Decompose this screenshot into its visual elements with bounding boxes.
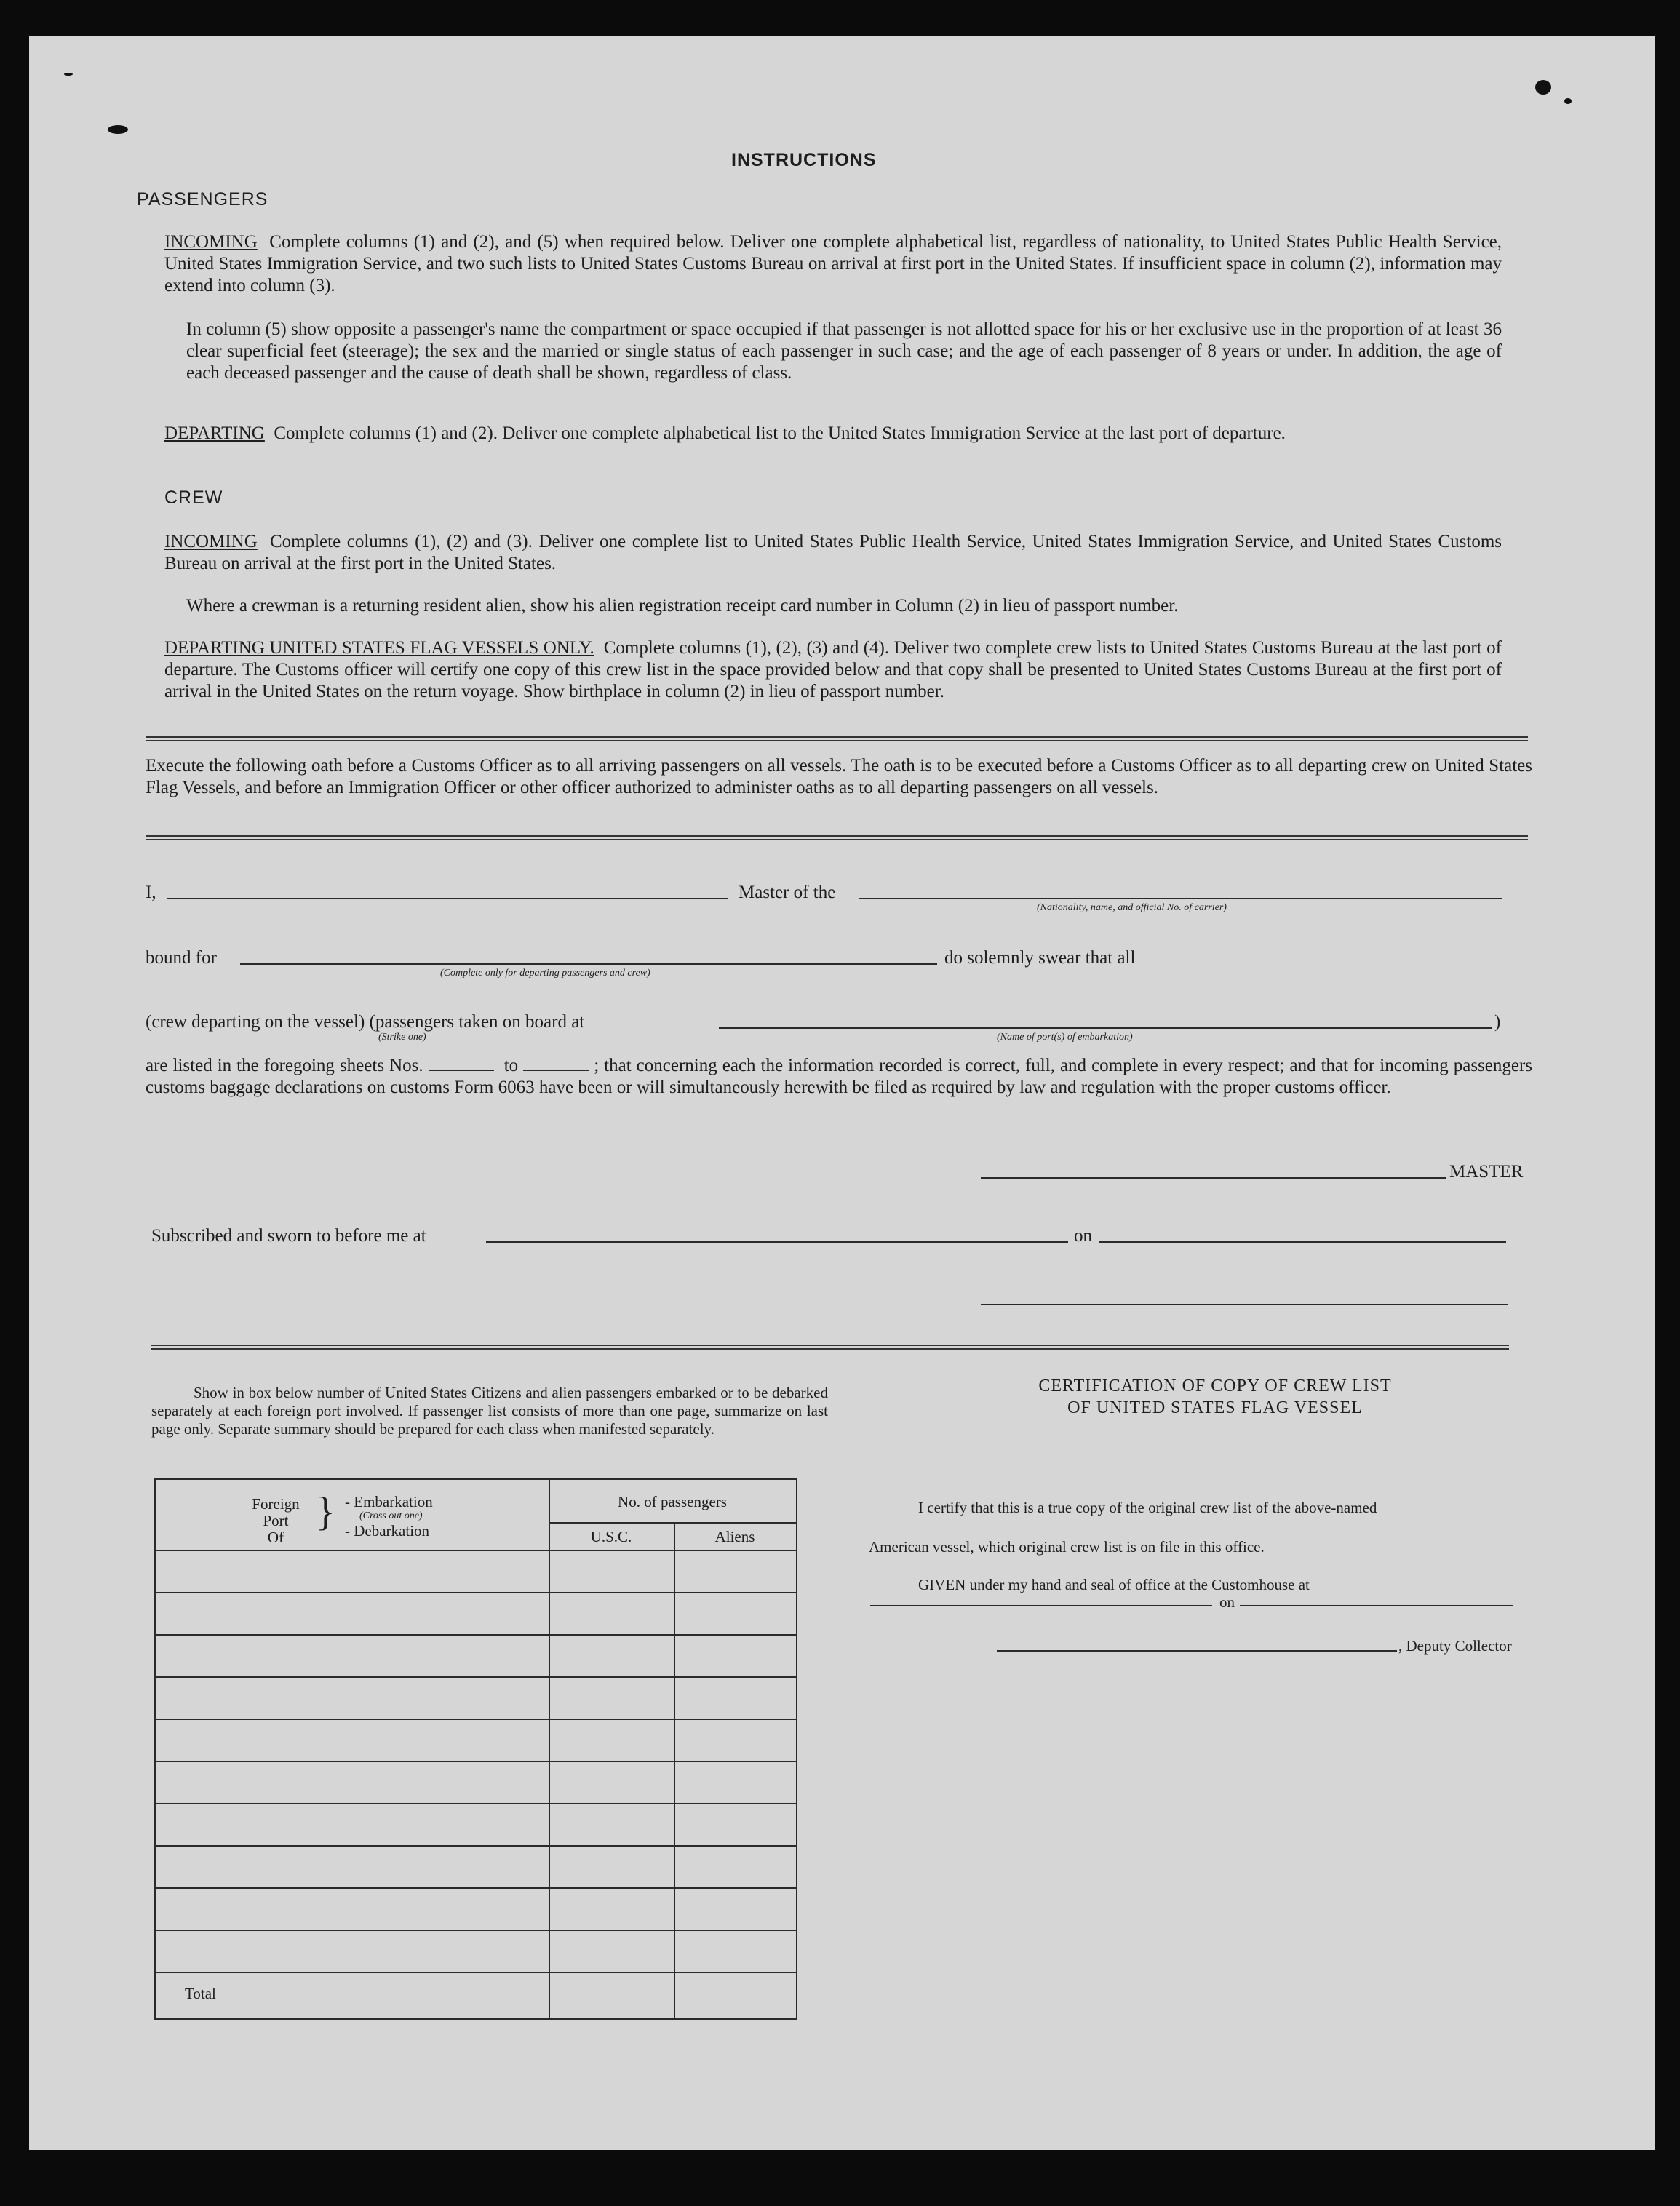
certify-text: I certify that this is a true copy of the original crew list of the above-named	[918, 1499, 1377, 1516]
table-row-divider	[156, 1887, 796, 1889]
deputy-collector-label: , Deputy Collector	[1398, 1637, 1512, 1654]
crew-returning-text: Where a crewman is a returning resident alien, show his alien registration receipt card number in Column (2) in lieu of passport number.	[186, 596, 1179, 616]
form-page	[29, 36, 1655, 2150]
certification-title-1: CERTIFICATION OF COPY OF CREW LIST	[1038, 1377, 1392, 1395]
listed-rest-text: ; that concerning each the information recorded is correct, full, and complete in every respect; and that for incoming passengers customs baggage declarations on customs Form 6063 have been or will simultaneously herewith be filed as required by law and regulation with the proper customs officer.	[146, 1056, 1533, 1097]
passengers-incoming-label: INCOMING	[164, 232, 258, 252]
scan-speck	[64, 73, 73, 76]
embarkation-label: - Embarkation	[345, 1493, 433, 1510]
bound-for-label: bound for	[146, 948, 217, 968]
crew-departing-text: (crew departing on the vessel) (passengers taken on board at	[146, 1012, 585, 1032]
bound-for-caption: (Complete only for departing passengers and crew)	[440, 968, 650, 979]
of-word: Of	[267, 1529, 284, 1546]
page-title: INSTRUCTIONS	[731, 150, 877, 170]
port-word: Port	[263, 1512, 289, 1529]
column-divider	[674, 1522, 675, 2018]
table-row-divider	[156, 1550, 796, 1551]
passengers-departing-label: DEPARTING	[164, 423, 265, 443]
table-row-divider	[156, 1845, 796, 1847]
table-row-divider	[156, 1972, 796, 1973]
section-divider	[146, 736, 1528, 741]
table-row-divider	[156, 1930, 796, 1931]
column-divider	[549, 1480, 550, 2018]
table-row-divider	[156, 1803, 796, 1804]
no-of-passengers-header: No. of passengers	[618, 1493, 727, 1510]
brace-glyph: }	[316, 1489, 335, 1534]
section-divider	[151, 1345, 1509, 1350]
close-paren: )	[1494, 1012, 1501, 1032]
foreign-port-of-label	[236, 1496, 316, 1546]
crew-heading: CREW	[164, 487, 223, 508]
embarkation-port-field[interactable]	[719, 1027, 1492, 1029]
oath-i-label: I,	[146, 883, 156, 902]
crew-departing-block	[164, 637, 1502, 703]
sworn-place-field[interactable]	[486, 1241, 1068, 1243]
passengers-column5-text: In column (5) show opposite a passenger's name the compartment or space occupied if that passenger is not allotted space for his or her exclusive use in the proportion of at least 36 clear superficial feet (steerage); the sex and the married or single status of each passenger in such case; and the age of each passenger of 8 years or under. In addition, the age of each deceased passenger and the cause of death shall be shown, regardless of class.	[186, 319, 1502, 383]
total-label: Total	[185, 1985, 216, 2002]
customhouse-field[interactable]	[870, 1605, 1212, 1606]
certification-title-2: OF UNITED STATES FLAG VESSEL	[1067, 1398, 1363, 1417]
passengers-departing-text: Complete columns (1) and (2). Deliver one complete alphabetical list to the United States Immigration Service at the last port of departure.	[274, 423, 1286, 443]
crew-departing-label: DEPARTING UNITED STATES FLAG VESSELS ONLY.	[164, 638, 594, 658]
subscribed-text: Subscribed and sworn to before me at	[151, 1226, 426, 1246]
bound-for-field[interactable]	[240, 963, 937, 965]
passengers-departing-block	[164, 423, 1502, 445]
sheet-from-field[interactable]	[429, 1056, 494, 1071]
sheet-to-field[interactable]	[523, 1056, 589, 1071]
oath-intro: Execute the following oath before a Customs Officer as to all arriving passengers on all vessels. The oath is to be executed before a Customs Officer as to all departing crew on United States Flag Vessels, and before an Immigration Officer or other officer authorized to administer oaths as to all departing passengers on all vessels.	[146, 756, 1532, 797]
cross-out-caption: (Cross out one)	[359, 1510, 423, 1521]
passengers-incoming-block	[164, 231, 1502, 297]
sworn-on-label: on	[1074, 1226, 1092, 1246]
aliens-header: Aliens	[714, 1528, 755, 1545]
american-vessel-text: American vessel, which original crew list is on file in this office.	[869, 1538, 1265, 1556]
usc-header: U.S.C.	[590, 1528, 632, 1545]
master-of-the-label: Master of the	[739, 883, 836, 902]
given-text: GIVEN under my hand and seal of office at the Customhouse at	[918, 1576, 1310, 1593]
table-row-divider	[156, 1761, 796, 1762]
crew-incoming-label: INCOMING	[164, 532, 258, 552]
listed-in-text: are listed in the foregoing sheets Nos.	[146, 1056, 423, 1075]
scan-speck	[108, 125, 128, 134]
passengers-heading: PASSENGERS	[137, 189, 268, 210]
swear-text: do solemnly swear that all	[944, 948, 1136, 968]
sworn-date-field[interactable]	[1099, 1241, 1506, 1243]
table-row-divider	[156, 1634, 796, 1636]
passengers-incoming-text: Complete columns (1) and (2), and (5) when required below. Deliver one complete alphabetical list, regardless of nationality, to United States Public Health Service, United States Immigration Service, and two such lists to United States Customs Bureau on arrival at first port in the United States. If insufficient space in column (2), information may extend into column (3).	[164, 232, 1502, 295]
to-text: to	[503, 1056, 519, 1075]
master-signature-field[interactable]	[981, 1177, 1446, 1179]
scan-speck	[1564, 98, 1572, 104]
table-row-divider	[156, 1592, 796, 1593]
listed-paragraph	[146, 1055, 1532, 1099]
strike-one-caption: (Strike one)	[378, 1032, 426, 1043]
officer-signature-field[interactable]	[981, 1304, 1508, 1305]
cert-date-field[interactable]	[1240, 1605, 1513, 1606]
carrier-caption: (Nationality, name, and official No. of carrier)	[1037, 902, 1227, 913]
cert-on-label: on	[1219, 1593, 1235, 1611]
summary-instructions: Show in box below number of United States Citizens and alien passengers embarked or to be debarked separately at each foreign port involved. If passenger list consists of more than one page, summarize on last page only. Separate summary should be prepared for each class when manifested separately.	[151, 1384, 828, 1438]
passenger-summary-table	[154, 1478, 797, 2020]
carrier-field[interactable]	[859, 898, 1502, 899]
crew-incoming-text: Complete columns (1), (2) and (3). Deliver one complete list to United States Public Health Service, United States Immigration Service, and United States Customs Bureau on arrival at the first port in the United States.	[164, 532, 1502, 573]
port-caption: (Name of port(s) of embarkation)	[997, 1032, 1133, 1043]
section-divider	[146, 835, 1528, 840]
master-name-field[interactable]	[167, 898, 728, 899]
scan-speck	[1535, 80, 1551, 95]
table-row-divider	[156, 1719, 796, 1720]
table-row-divider	[156, 1676, 796, 1678]
crew-departing-text: Complete columns (1), (2), (3) and (4). Deliver two complete crew lists to United States Customs Bureau at the last port of departure. The Customs officer will certify one copy of this crew list in the space provided below and that copy shall be presented to United States Customs Bureau at the first port of arrival in the United States on the return voyage. Show birthplace in column (2) in lieu of passport number.	[164, 638, 1502, 701]
deputy-signature-field[interactable]	[997, 1650, 1397, 1652]
foreign-word: Foreign	[252, 1495, 300, 1513]
debarkation-label: - Debarkation	[345, 1522, 430, 1540]
crew-incoming-block	[164, 531, 1502, 575]
header-divider	[549, 1522, 796, 1524]
master-label: MASTER	[1449, 1162, 1524, 1182]
